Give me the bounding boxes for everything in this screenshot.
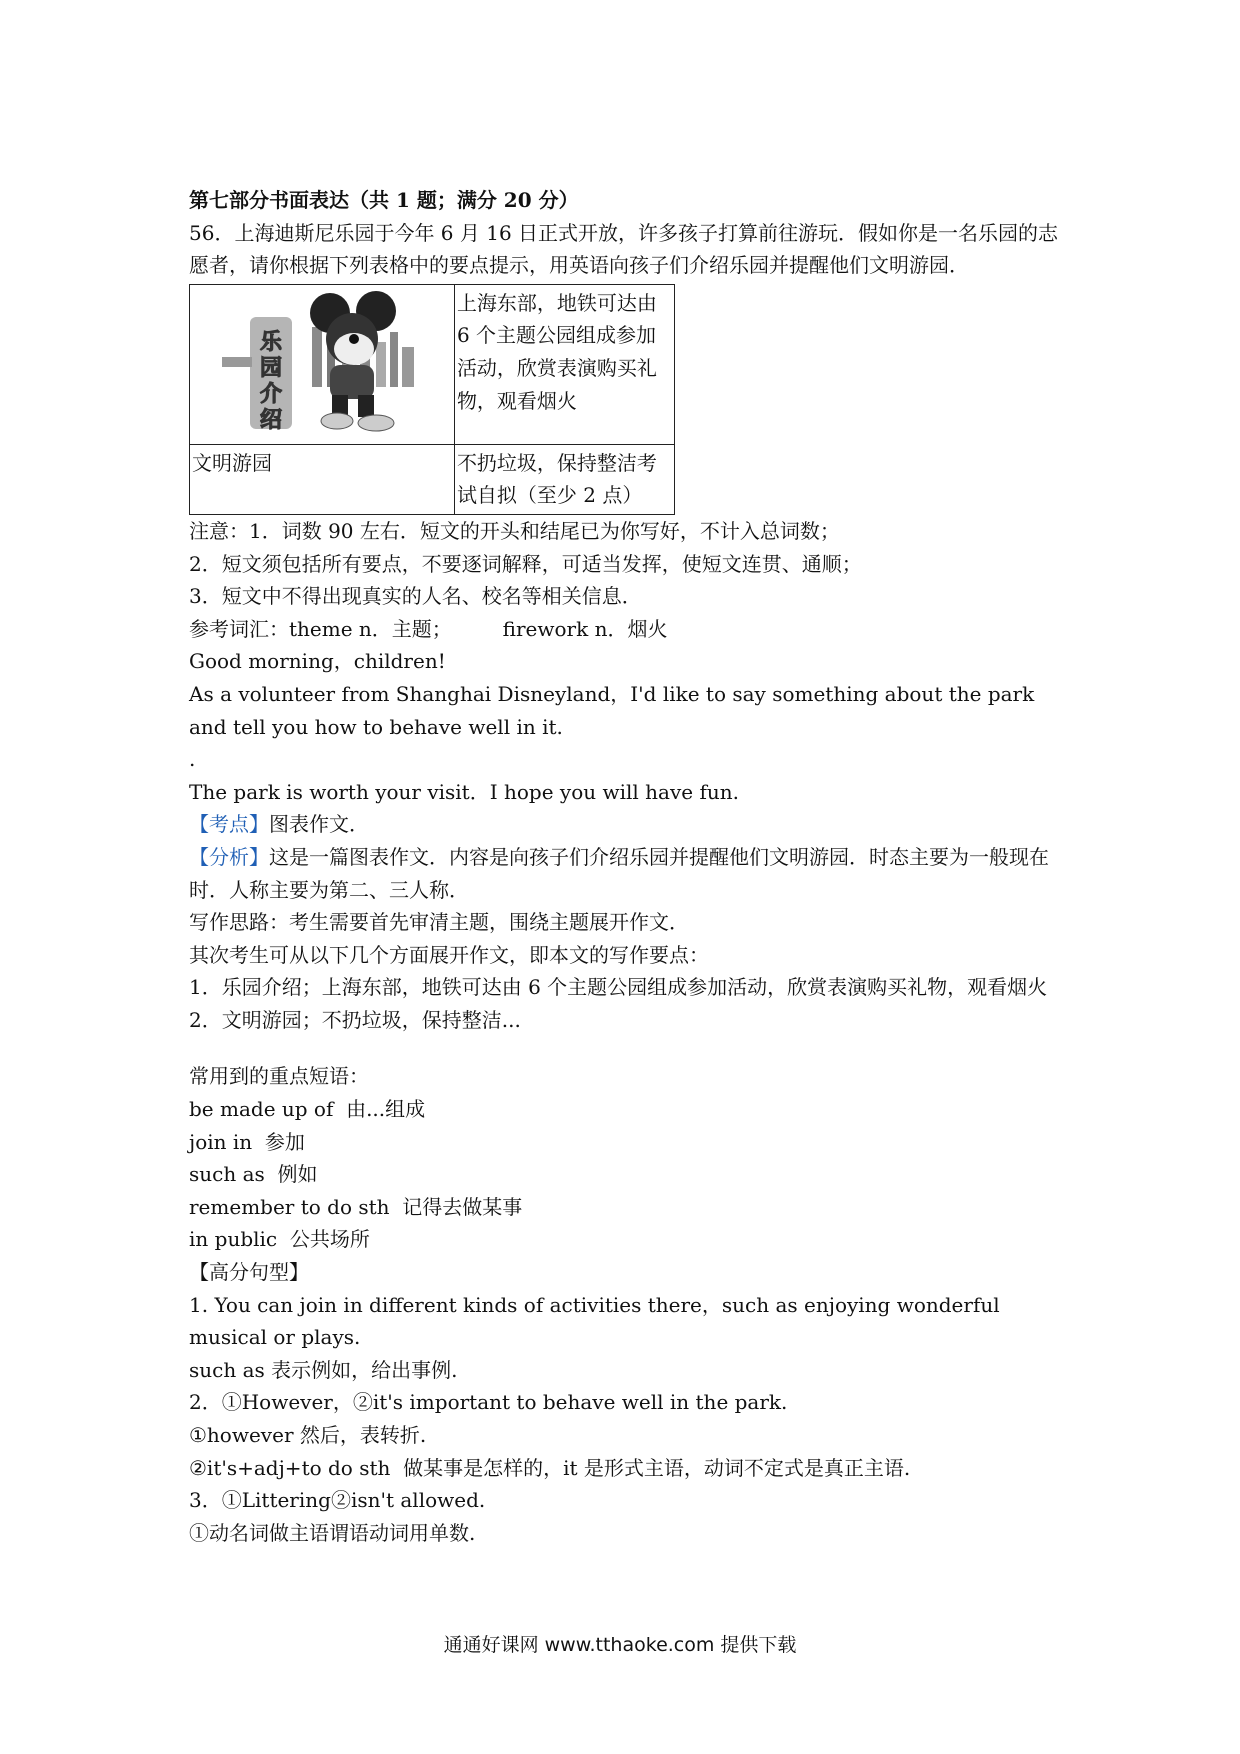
analysis-line: 写作思路：考生需要首先审清主题，围绕主题展开作文． <box>189 910 689 935</box>
kaodian-line <box>189 808 1064 841</box>
section-heading: 第七部分书面表达（共 1 题；满分 20 分） <box>189 188 579 212</box>
note-2: 2．短文须包括所有要点，不要逐词解释，可适当发挥，使短文连贯、通顺； <box>189 551 862 576</box>
phrase-item: remember to do sth 记得去做某事 <box>189 1194 523 1219</box>
essay-intro: As a volunteer from Shanghai Disneyland，I'd like to say something about the park and tell you how to behave well in it. <box>189 681 1041 739</box>
fenxi-tag: 【分析】 <box>189 844 269 869</box>
svg-text:乐: 乐 <box>259 329 283 355</box>
sentence-item: such as 表示例如，给出事例. <box>189 1357 458 1382</box>
civilized-visit-points: 不扔垃圾，保持整洁考试自拟（至少 2 点） <box>454 444 674 514</box>
note-1: 注意：1．词数 90 左右．短文的开头和结尾已为你写好，不计入总词数； <box>189 518 840 543</box>
spacer <box>189 1036 1064 1060</box>
phrases-title: 常用到的重点短语： <box>189 1064 369 1089</box>
svg-text:介: 介 <box>259 381 283 407</box>
analysis-line: 2．文明游园；不扔垃圾，保持整洁... <box>189 1007 521 1032</box>
note-3: 3．短文中不得出现真实的人名、校名等相关信息． <box>189 584 642 609</box>
sentence-item: 1. You can join in different kinds of activities there，such as enjoying wonderful musical or plays. <box>189 1292 1006 1350</box>
prompt-table <box>189 284 675 515</box>
document-content <box>189 184 1064 1549</box>
image-cell <box>190 284 455 444</box>
sentences-title: 【高分句型】 <box>189 1260 309 1285</box>
analysis-line: 1．乐园介绍；上海东部，地铁可达由 6 个主题公园组成参加活动，欣赏表演购买礼物，观看烟火 <box>189 975 1048 1000</box>
sentence-item: 2．①However，②it's important to behave well in the park. <box>189 1390 788 1415</box>
question-text: 56．上海迪斯尼乐园于今年 6 月 16 日正式开放，许多孩子打算前往游玩．假如你是一名乐园的志愿者，请你根据下列表格中的要点提示，用英语向孩子们介绍乐园并提醒他们文明游园． <box>189 220 1059 278</box>
intro-points-cell: 上海东部，地铁可达由 6 个主题公园组成参加活动，欣赏表演购买礼物，观看烟火 <box>454 284 674 444</box>
svg-text:园: 园 <box>259 355 283 381</box>
sentence-item: ①however 然后，表转折. <box>189 1423 427 1447</box>
mickey-mouse-illustration <box>192 287 450 439</box>
svg-text:绍: 绍 <box>259 407 283 433</box>
sentence-item: 3．①Littering②isn't allowed. <box>189 1488 486 1513</box>
sentence-item: ②it's+adj+to do sth 做某事是怎样的，it 是形式主语，动词不定式是真正主语. <box>189 1455 911 1480</box>
sentence-item: ①动名词做主语谓语动词用单数. <box>189 1520 476 1545</box>
civilized-visit-label: 文明游园 <box>190 444 455 514</box>
fenxi-line <box>189 841 1064 906</box>
phrase-item: be made up of 由...组成 <box>189 1097 426 1122</box>
phrase-item: such as 例如 <box>189 1162 318 1187</box>
kaodian-tag: 【考点】 <box>189 812 269 837</box>
phrase-item: join in 参加 <box>189 1129 305 1154</box>
page-footer: 通通好课网 www.tthaoke.com 提供下载 <box>443 1634 797 1656</box>
fenxi-text: 这是一篇图表作文．内容是向孩子们介绍乐园并提醒他们文明游园．时态主要为一般现在时．人称主要为第二、三人称． <box>189 844 1049 902</box>
phrase-item: in public 公共场所 <box>189 1227 370 1252</box>
vocab-reference: 参考词汇：theme n．主题； firework n．烟火 <box>189 616 668 641</box>
essay-closing: The park is worth your visit．I hope you will have fun. <box>189 779 739 804</box>
essay-blank: . <box>189 747 196 772</box>
kaodian-text: 图表作文． <box>269 812 369 837</box>
analysis-line: 其次考生可从以下几个方面展开作文，即本文的写作要点： <box>189 942 709 967</box>
essay-greeting: Good morning，children! <box>189 649 446 674</box>
